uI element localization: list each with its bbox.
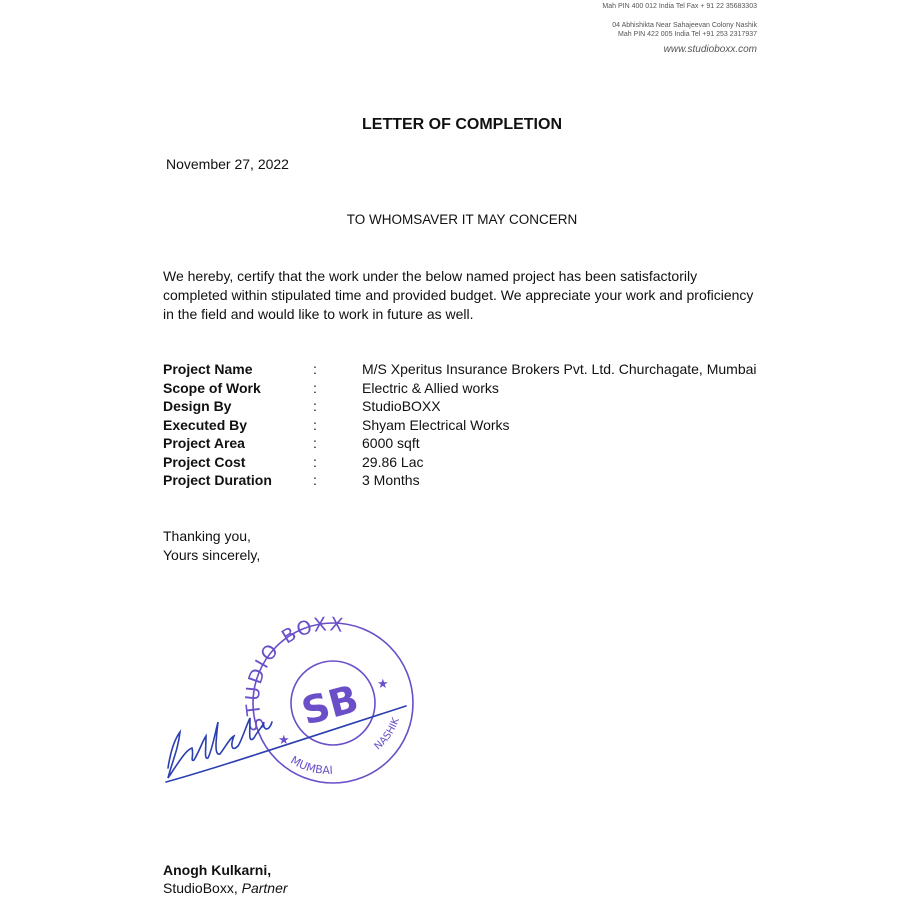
- detail-label: Project Area: [163, 435, 245, 451]
- stamp-top-text: STUDIO BOXX: [241, 613, 347, 734]
- detail-value: Shyam Electrical Works: [362, 416, 510, 433]
- letterhead-address-3: Mah PIN 422 005 India Tel +91 253 2317937: [617, 31, 757, 38]
- signatory-name: Anogh Kulkarni,: [163, 862, 272, 878]
- detail-separator: :: [313, 361, 317, 377]
- detail-value: StudioBOXX: [362, 398, 441, 414]
- signatory-company: StudioBoxx,: [163, 880, 242, 896]
- letterhead-address-1: Mah PIN 400 012 India Tel Fax + 91 22 35683303: [602, 3, 757, 10]
- detail-value: 29.86 Lac: [362, 453, 424, 470]
- detail-separator: :: [313, 453, 317, 470]
- detail-label: Project Name: [163, 361, 253, 377]
- detail-label: Project Cost: [163, 453, 246, 470]
- stamp-star-icon: ★: [278, 732, 290, 747]
- detail-row-duration: [163, 471, 783, 490]
- detail-row-scope: [163, 379, 783, 398]
- project-details: [163, 360, 783, 490]
- letterhead-address-2: 04 Abhishikta Near Sahajeevan Colony Nashik: [612, 22, 757, 29]
- detail-label: Design By: [163, 398, 232, 414]
- detail-row-project-name: [163, 360, 783, 379]
- closing-line-1: Thanking you,: [163, 528, 251, 544]
- stamp-bottom-right-text: NASHIK: [372, 716, 402, 753]
- letterhead-website[interactable]: www.studioboxx.com: [663, 44, 757, 55]
- closing-line-2: Yours sincerely,: [163, 547, 261, 563]
- body-paragraph: We hereby, certify that the work under the below named project has been satisfactorily completed within stipulated time and provided budget. We appreciate your work and proficiency in the field and would like to work in future as well.: [163, 268, 754, 322]
- detail-row-executed-by: [163, 416, 783, 435]
- stamp-star-icon: ★: [377, 676, 389, 691]
- letter-title: LETTER OF COMPLETION: [362, 116, 562, 133]
- stamp-bottom-left-text: MUMBAI: [288, 753, 334, 777]
- detail-value: 3 Months: [362, 472, 420, 488]
- stamp-center-text: SB: [297, 676, 363, 734]
- closing: [163, 527, 260, 565]
- company-stamp: [150, 610, 420, 800]
- signature-icon: [166, 706, 406, 782]
- detail-separator: :: [313, 416, 317, 433]
- detail-value: Electric & Allied works: [362, 379, 499, 396]
- signatory-role: Partner: [241, 880, 288, 896]
- detail-label: Executed By: [163, 416, 248, 433]
- detail-value: M/S Xperitus Insurance Brokers Pvt. Ltd. Churchagate, Mumbai: [362, 361, 757, 377]
- letter-date: November 27, 2022: [166, 156, 289, 172]
- detail-row-cost: [163, 453, 783, 472]
- detail-separator: :: [313, 472, 317, 488]
- signatory-company-line: [163, 880, 288, 896]
- detail-label: Project Duration: [163, 472, 272, 488]
- detail-separator: :: [313, 379, 317, 396]
- detail-row-area: [163, 434, 783, 453]
- detail-value: 6000 sqft: [362, 435, 420, 451]
- detail-label: Scope of Work: [163, 379, 261, 396]
- detail-separator: :: [313, 398, 317, 414]
- salutation: TO WHOMSAVER IT MAY CONCERN: [346, 212, 578, 227]
- detail-row-design-by: [163, 397, 783, 416]
- detail-separator: :: [313, 435, 317, 451]
